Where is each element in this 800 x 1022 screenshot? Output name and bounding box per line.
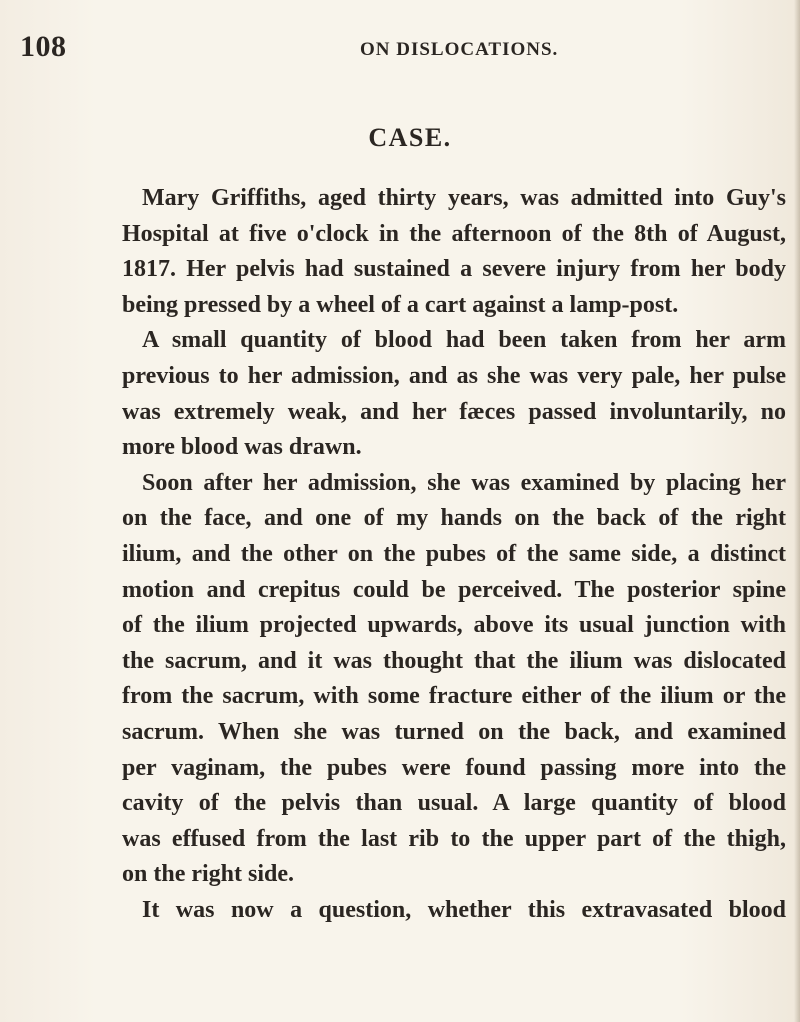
- text-line: on the face, and one of my hands on the back of the right: [122, 505, 786, 532]
- text-line: previous to her admission, and as she was very pale, her pulse: [122, 362, 786, 389]
- section-heading: CASE.: [368, 123, 452, 152]
- text-line: of the ilium projected upwards, above its usual junction with: [122, 612, 786, 639]
- text-line: A small quantity of blood had been taken from her arm: [142, 327, 786, 354]
- text-line: cavity of the pelvis than usual. A large quantity of blood: [122, 790, 786, 817]
- text-line: sacrum. When she was turned on the back, and examined: [122, 718, 786, 745]
- page-number: 108: [20, 30, 67, 63]
- text-line: was extremely weak, and her fæces passed involuntarily, no: [122, 398, 786, 425]
- text-line: 1817. Her pelvis had sustained a severe injury from her body: [122, 256, 786, 283]
- running-title: ON DISLOCATIONS.: [360, 39, 559, 60]
- text-line: Soon after her admission, she was examined by placing her: [142, 469, 786, 496]
- text-line: on the right side.: [122, 861, 295, 888]
- body-text: [122, 181, 786, 928]
- page-edge-shadow: [794, 0, 800, 1022]
- text-line: per vaginam, the pubes were found passing more into the: [122, 754, 786, 781]
- text-line: was effused from the last rib to the upper part of the thigh,: [122, 825, 786, 852]
- text-line: from the sacrum, with some fracture either of the ilium or the: [122, 683, 786, 710]
- text-line: being pressed by a wheel of a cart against a lamp-post.: [122, 291, 679, 318]
- text-line: It was now a question, whether this extravasated blood: [142, 896, 786, 923]
- text-line: motion and crepitus could be perceived. The posterior spine: [122, 576, 786, 603]
- running-head: [0, 30, 800, 70]
- text-line: Hospital at five o'clock in the afternoon of the 8th of August,: [122, 220, 786, 247]
- text-line: ilium, and the other on the pubes of the same side, a distinct: [122, 540, 786, 567]
- text-line: Mary Griffiths, aged thirty years, was admitted into Guy's: [142, 185, 786, 211]
- text-line: more blood was drawn.: [122, 434, 362, 461]
- text-line: the sacrum, and it was thought that the ilium was dislocated: [122, 647, 786, 674]
